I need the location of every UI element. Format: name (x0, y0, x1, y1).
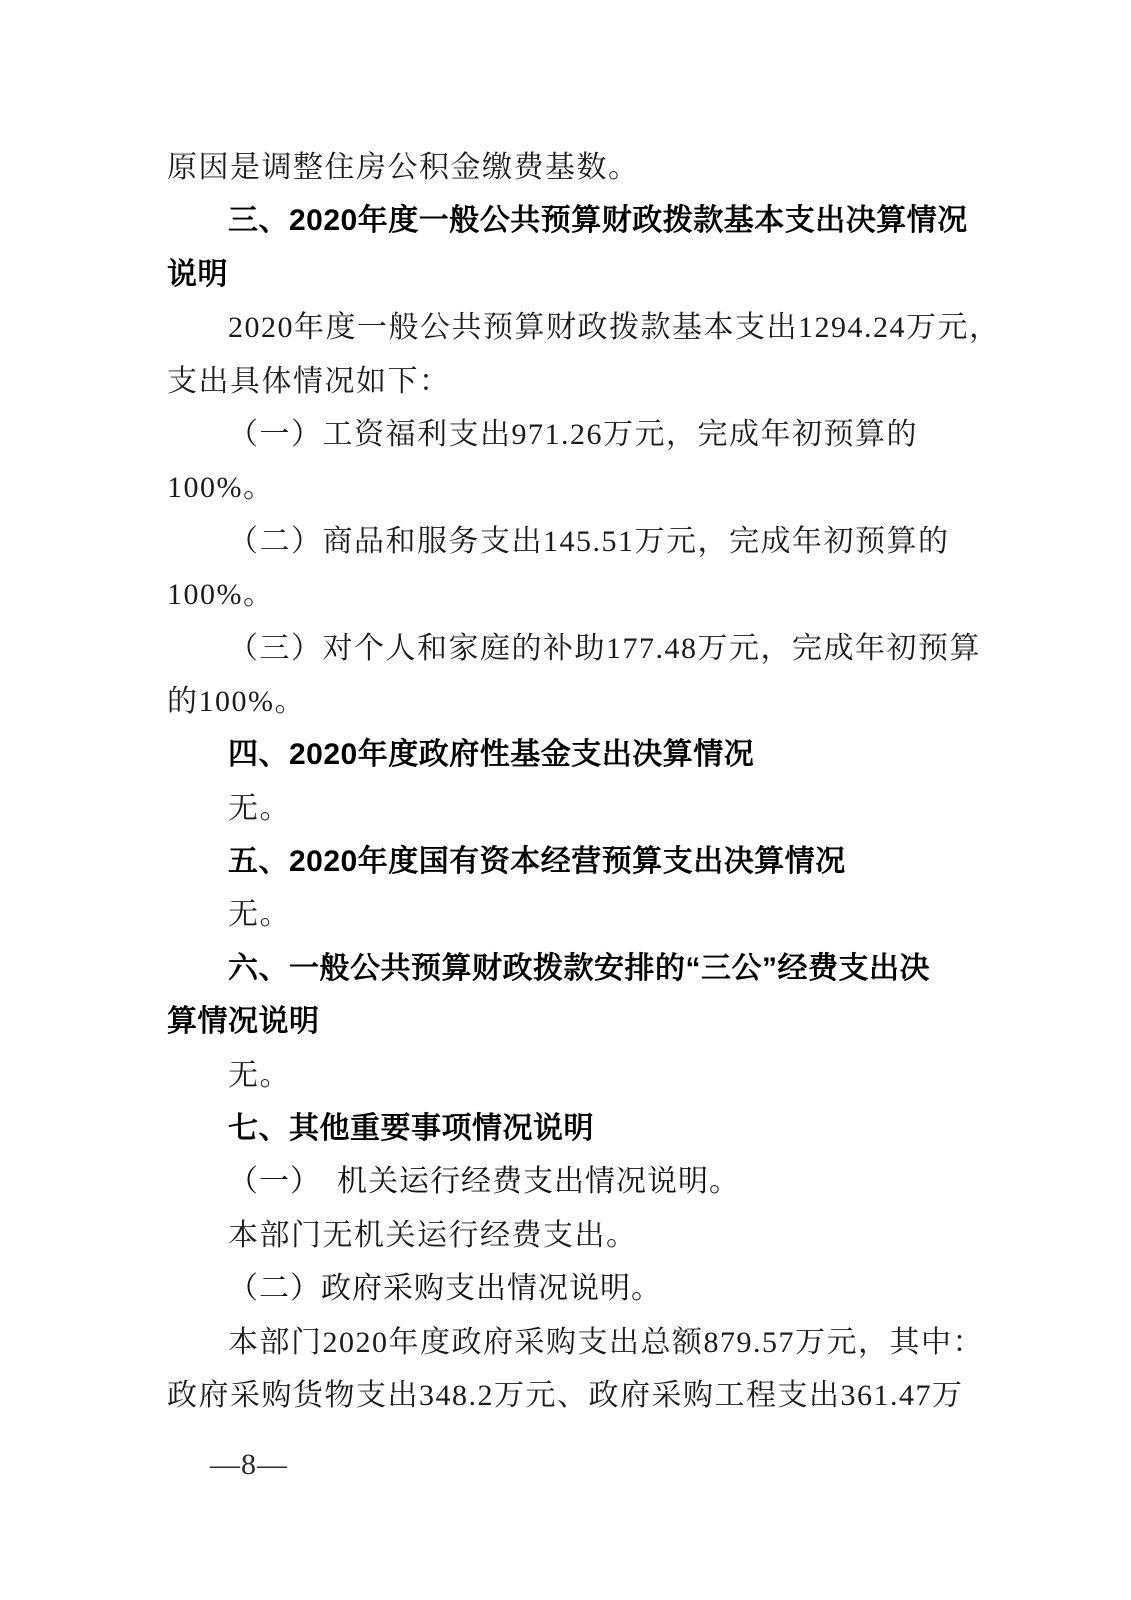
section-heading-5: 五、2020年度国有资本经营预算支出决算情况 (228, 845, 846, 879)
text-line: 的100%。 (167, 684, 306, 718)
section-heading-3: 三、2020年度一般公共预算财政拨款基本支出决算情况 (228, 204, 968, 238)
text-line: （三）对个人和家庭的补助177.48万元，完成年初预算 (228, 631, 981, 665)
text-line: 本部门2020年度政府采购支出总额879.57万元，其中： (228, 1325, 984, 1359)
section-heading-7: 七、其他重要事项情况说明 (228, 1112, 594, 1146)
text-line: 100%。 (167, 471, 275, 505)
section-heading-3-cont: 说明 (167, 257, 228, 291)
text-line: 本部门无机关运行经费支出。 (228, 1218, 638, 1252)
text-line: 无。 (228, 791, 291, 825)
text-line: 支出具体情况如下： (167, 364, 451, 398)
page-number: —8— (210, 1448, 288, 1482)
text-line: 政府采购货物支出348.2万元、政府采购工程支出361.47万 (167, 1378, 964, 1412)
section-heading-4: 四、2020年度政府性基金支出决算情况 (228, 738, 755, 772)
section-heading-6: 六、一般公共预算财政拨款安排的“三公”经费支出决 (228, 951, 930, 985)
text-line: 无。 (228, 1058, 291, 1092)
subsection-heading-1: （一） 机关运行经费支出情况说明。 (228, 1165, 740, 1199)
text-line: 原因是调整住房公积金缴费基数。 (167, 151, 640, 184)
subsection-heading-2: （二）政府采购支出情况说明。 (228, 1272, 662, 1306)
text-line: （二）商品和服务支出145.51万元，完成年初预算的 (228, 524, 950, 558)
text-line: 无。 (228, 898, 291, 932)
text-line: 2020年度一般公共预算财政拨款基本支出1294.24万元， (228, 311, 1001, 345)
section-heading-6-cont: 算情况说明 (167, 1005, 320, 1039)
text-line: 100%。 (167, 578, 275, 612)
text-line: （一）工资福利支出971.26万元，完成年初预算的 (228, 417, 918, 451)
